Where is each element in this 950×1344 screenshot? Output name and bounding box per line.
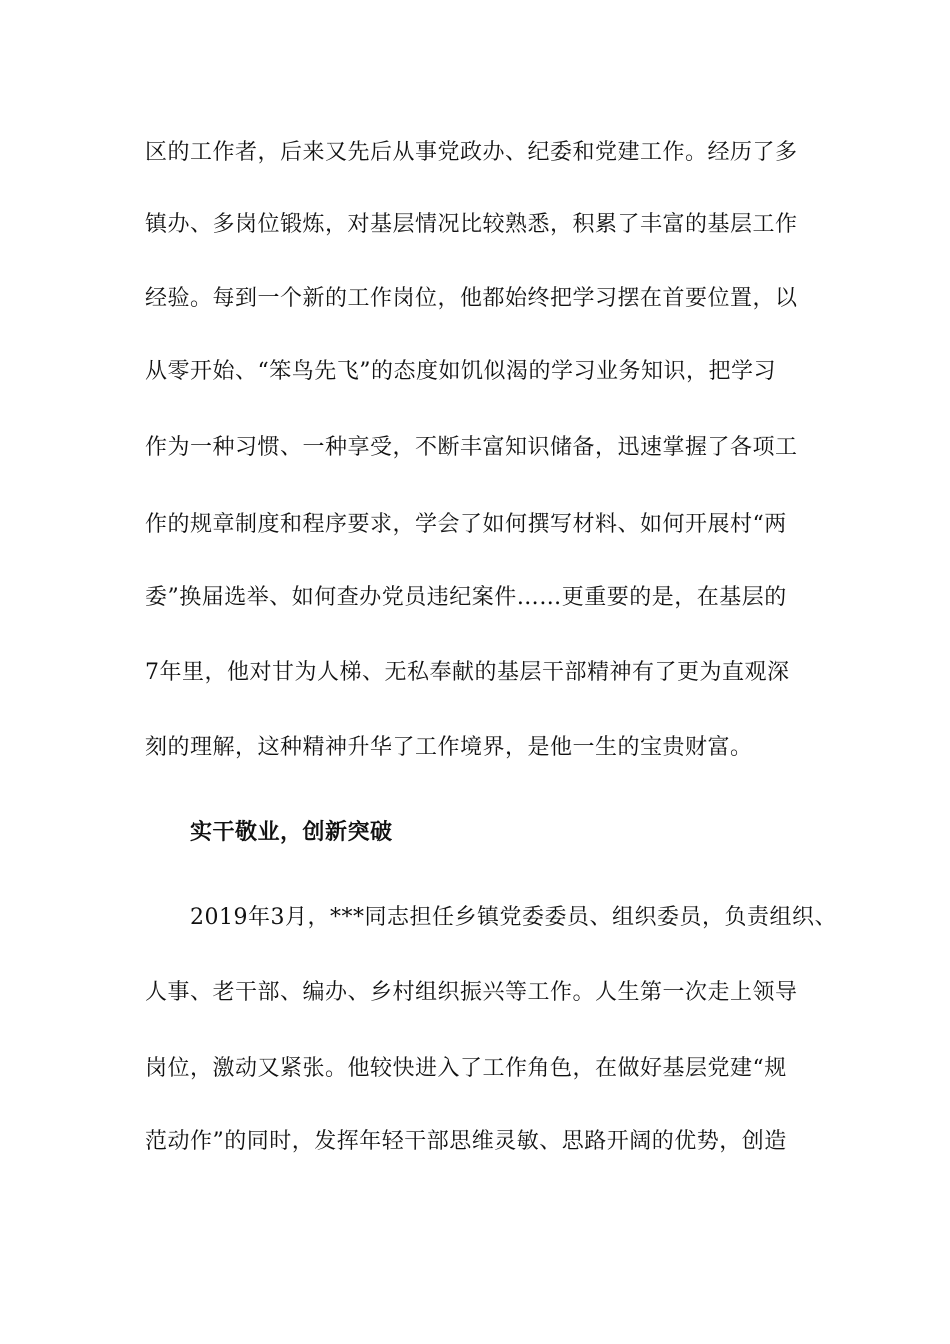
paragraph-2-line-1: 2019年3月，***同志担任乡镇党委委员、组织委员，负责组织、 — [190, 905, 837, 930]
paragraph-1-line-9: 刻的理解，这种精神升华了工作境界，是他一生的宝贵财富。 — [145, 735, 753, 760]
paragraph-1-line-4: 从零开始、“笨鸟先飞”的态度如饥似渴的学习业务知识，把学习 — [145, 359, 776, 384]
paragraph-1-line-5: 作为一种习惯、一种享受，不断丰富知识储备，迅速掌握了各项工 — [145, 435, 798, 460]
paragraph-2-line-4: 范动作”的同时，发挥年轻干部思维灵敏、思路开阔的优势，创造 — [145, 1129, 787, 1154]
paragraph-1-line-1: 区的工作者，后来又先后从事党政办、纪委和党建工作。经历了多 — [145, 140, 798, 165]
paragraph-1-line-7: 委”换届选举、如何查办党员违纪案件……更重要的是，在基层的 — [145, 585, 787, 610]
paragraph-1-line-2: 镇办、多岗位锻炼，对基层情况比较熟悉，积累了丰富的基层工作 — [145, 212, 798, 237]
paragraph-1-line-6: 作的规章制度和程序要求，学会了如何撰写材料、如何开展村“两 — [145, 512, 787, 537]
paragraph-2-line-3: 岗位，激动又紧张。他较快进入了工作角色，在做好基层党建“规 — [145, 1056, 787, 1081]
paragraph-1-line-3: 经验。每到一个新的工作岗位，他都始终把学习摆在首要位置，以 — [145, 286, 798, 311]
section-heading: 实干敬业，创新突破 — [190, 820, 393, 845]
paragraph-2-line-2: 人事、老干部、编办、乡村组织振兴等工作。人生第一次走上领导 — [145, 980, 798, 1005]
paragraph-1-line-8: 7年里，他对甘为人梯、无私奉献的基层干部精神有了更为直观深 — [145, 660, 790, 685]
